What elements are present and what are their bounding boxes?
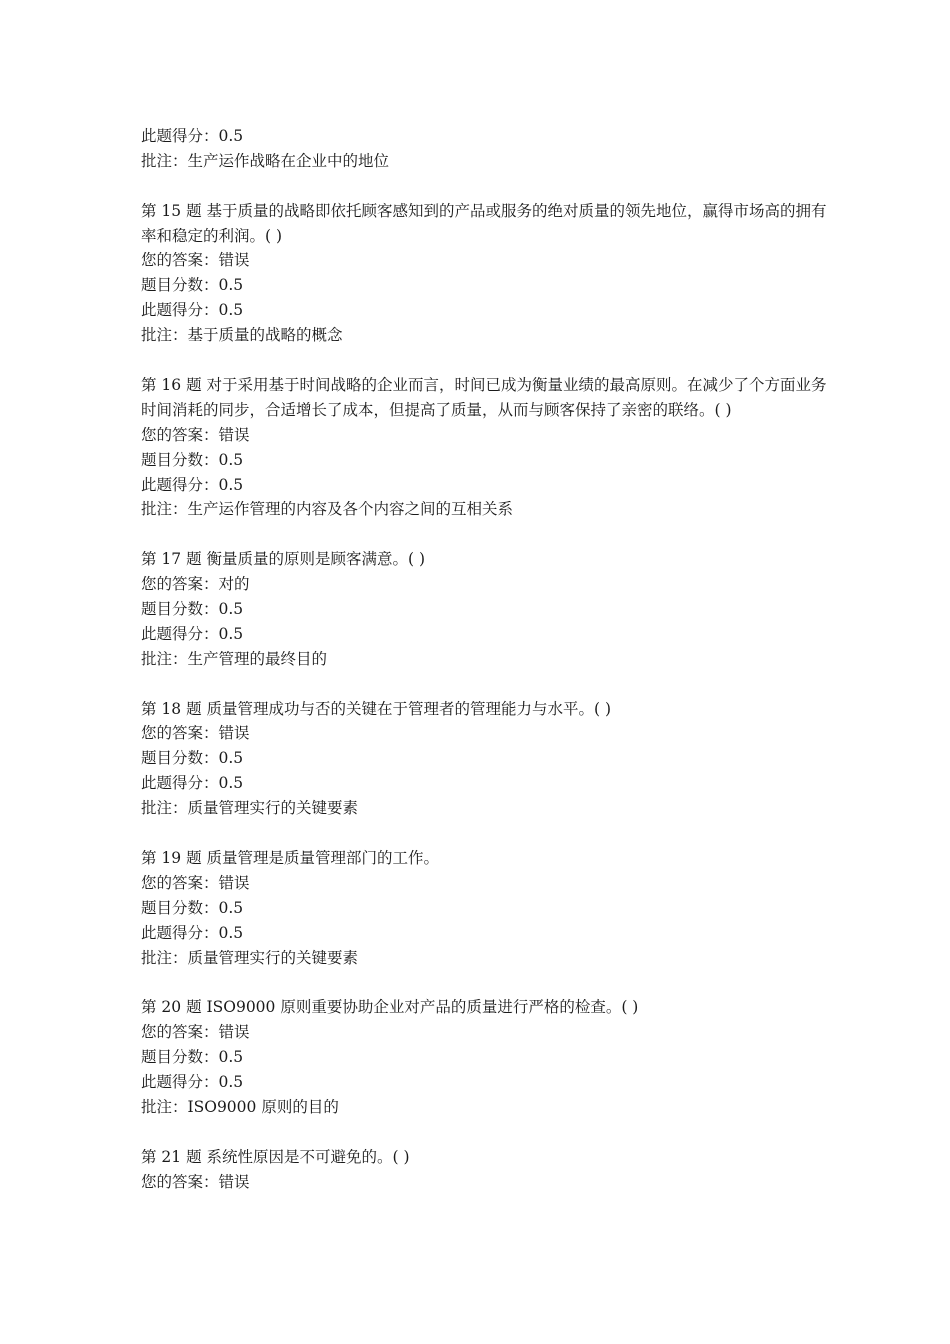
- question-text: 第 19 题 质量管理是质量管理部门的工作。: [141, 848, 440, 867]
- question-score: 此题得分：0.5: [141, 301, 244, 320]
- question-points: 题目分数：0.5: [141, 600, 244, 618]
- spacer: [141, 1120, 831, 1145]
- question-score: 此题得分：0.5: [141, 624, 244, 643]
- your-answer: 您的答案：错误: [141, 251, 250, 270]
- question-note: 批注：ISO9000 原则的目的: [141, 1097, 339, 1116]
- question-block-17: [141, 547, 831, 671]
- your-answer: 您的答案：错误: [141, 425, 250, 444]
- question-points: 题目分数：0.5: [141, 276, 244, 295]
- question-block-16: [141, 373, 831, 522]
- question-points: 题目分数：0.5: [141, 1048, 244, 1067]
- your-answer: 您的答案：错误: [141, 1172, 250, 1191]
- question-points: 题目分数：0.5: [141, 898, 244, 917]
- question-note: 批注：生产管理的最终目的: [141, 649, 328, 668]
- question-note: 批注：质量管理实行的关键要素: [141, 799, 359, 818]
- question-text: 第 15 题 基于质量的战略即依托顾客感知到的产品或服务的绝对质量的领先地位，赢得市场高的拥有率和稳定的利润。( ): [141, 201, 827, 245]
- spacer: [141, 174, 831, 199]
- your-answer: 您的答案：对的: [141, 575, 250, 594]
- previous-score: 此题得分：0.5: [141, 127, 244, 145]
- spacer: [141, 348, 831, 373]
- question-text: 第 20 题 ISO9000 原则重要协助企业对产品的质量进行严格的检查。( ): [141, 998, 639, 1017]
- question-note: 批注：基于质量的战略的概念: [141, 326, 343, 345]
- your-answer: 您的答案：错误: [141, 724, 250, 743]
- your-answer: 您的答案：错误: [141, 873, 250, 892]
- spacer: [141, 821, 831, 846]
- question-block-15: [141, 199, 831, 348]
- question-score: 此题得分：0.5: [141, 475, 244, 494]
- question-score: 此题得分：0.5: [141, 1072, 244, 1091]
- previous-note: 批注：生产运作战略在企业中的地位: [141, 151, 390, 170]
- question-score: 此题得分：0.5: [141, 774, 244, 793]
- your-answer: 您的答案：错误: [141, 1023, 250, 1042]
- spacer: [141, 522, 831, 547]
- question-text: 第 21 题 系统性原因是不可避免的。( ): [141, 1147, 410, 1166]
- document-page: [141, 124, 831, 1194]
- question-note: 批注：质量管理实行的关键要素: [141, 948, 359, 967]
- question-points: 题目分数：0.5: [141, 450, 244, 469]
- question-score: 此题得分：0.5: [141, 923, 244, 942]
- question-block-19: [141, 846, 831, 970]
- question-note: 批注：生产运作管理的内容及各个内容之间的互相关系: [141, 500, 514, 519]
- question-block-18: [141, 697, 831, 821]
- question-text: 第 18 题 质量管理成功与否的关键在于管理者的管理能力与水平。( ): [141, 699, 612, 718]
- question-text: 第 17 题 衡量质量的原则是顾客满意。( ): [141, 550, 426, 569]
- spacer: [141, 970, 831, 995]
- question-block-21: [141, 1145, 831, 1195]
- question-text: 第 16 题 对于采用基于时间战略的企业而言，时间已成为衡量业绩的最高原则。在减少了个方面业务时间消耗的同步，合适增长了成本，但提高了质量，从而与顾客保持了亲密的联络。( ): [141, 375, 827, 419]
- question-points: 题目分数：0.5: [141, 749, 244, 768]
- question-block-20: [141, 995, 831, 1119]
- spacer: [141, 672, 831, 697]
